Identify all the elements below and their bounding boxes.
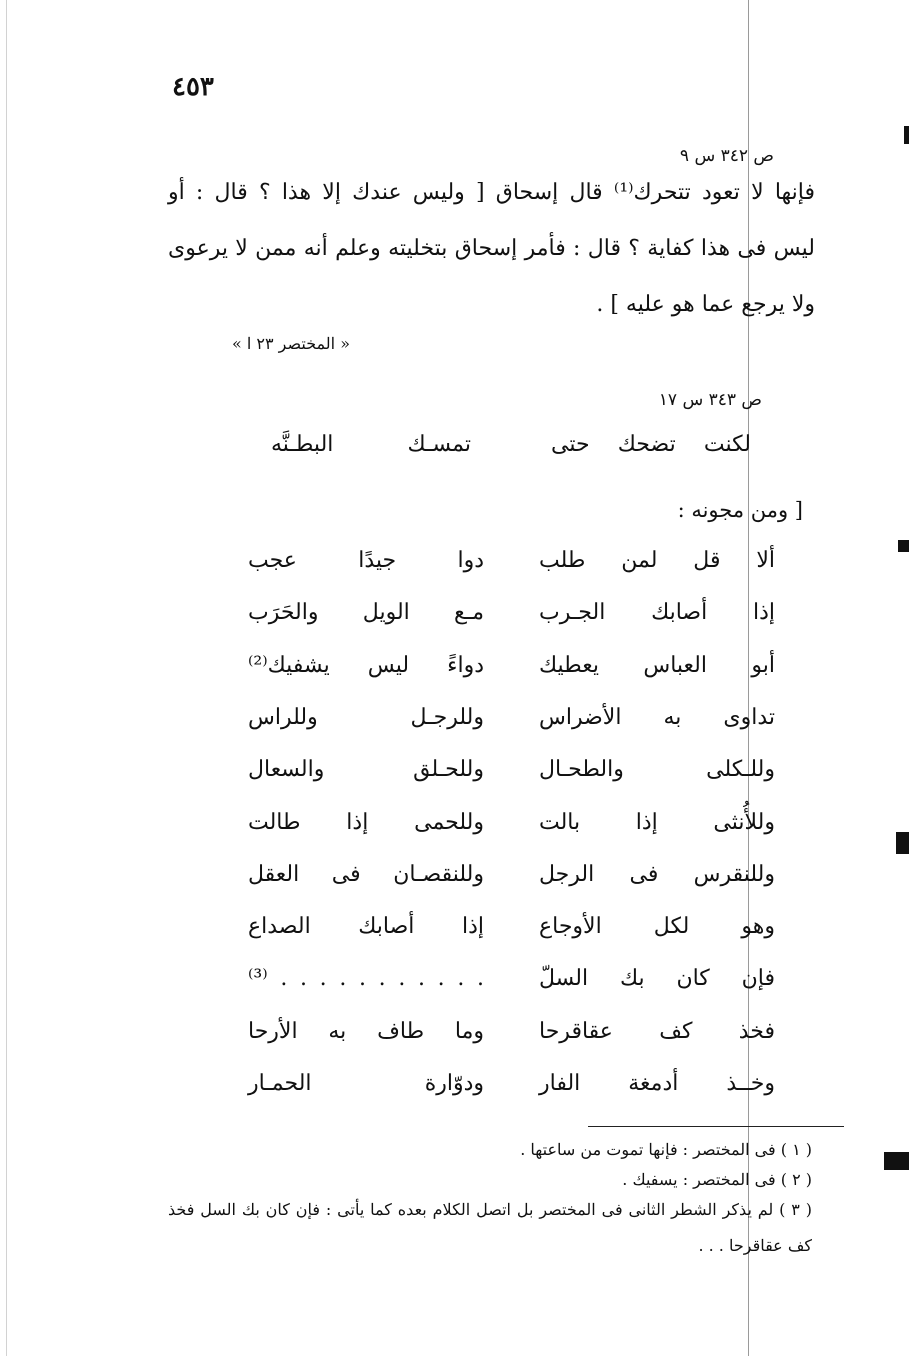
prose-line-2: ليس فى هذا كفاية ؟ قال : فأمر إسحاق بتخليته وعلم أنه ممن لا يرعوى <box>168 236 815 261</box>
single-verse-second-hemistich: تمسـك البطـنَّه <box>271 432 471 457</box>
verse-line <box>248 914 775 954</box>
verse-line <box>248 548 775 588</box>
reference-second: ص ٣٤٣ س ١٧ <box>658 390 762 410</box>
verse-first-hemistich: أبو العباس يعطيك <box>539 653 775 678</box>
footnote-2: ( ٢ ) فى المختصر : يسفيك . <box>622 1170 812 1189</box>
verse-line <box>248 1071 775 1111</box>
footnote-3: ( ٣ ) لم يذكر الشطر الثانى فى المختصر بل اتصل الكلام بعده كما يأتى : فإن كان بك السل فخذ <box>168 1200 813 1219</box>
footnote-3-continuation: كف عقاقرحا . . . <box>698 1236 812 1255</box>
verse-line <box>248 757 775 797</box>
prose-line-3: ولا يرجع عما هو عليه ] . <box>596 292 815 317</box>
verse-second-hemistich: دواءً ليس يشفيك⁽²⁾ <box>248 653 484 678</box>
verse-first-hemistich: وللأُنثى إذا بالت <box>539 810 775 835</box>
scan-edge-mark-3 <box>884 1152 909 1170</box>
poem-intro: [ ومن مجونه : <box>677 498 803 522</box>
verse-second-hemistich: . . . . . . . . . . . ⁽³⁾ <box>248 966 484 991</box>
verse-line <box>248 966 775 1006</box>
verse-line <box>248 1019 775 1059</box>
verse-line <box>248 600 775 640</box>
single-verse-first-hemistich: لكنت تضحك حتى <box>551 432 751 457</box>
scan-edge-mark-1 <box>898 540 909 552</box>
footnote-divider <box>588 1126 844 1127</box>
verse-second-hemistich: ودوّارة الحمـار <box>248 1071 484 1096</box>
single-verse <box>271 432 751 472</box>
page-number: ٤٥٣ <box>172 72 214 102</box>
verse-line <box>248 862 775 902</box>
prose-line-1: فإنها لا تعود تتحرك⁽¹⁾ قال إسحاق [ وليس عندك إلا هذا ؟ قال : أو <box>168 180 816 205</box>
verse-second-hemistich: إذا أصابك الصداع <box>248 914 484 939</box>
verse-second-hemistich: وللرجـل وللراس <box>248 705 484 730</box>
verse-first-hemistich: إذا أصابك الجـرب <box>539 600 775 625</box>
verse-line <box>248 653 775 693</box>
verse-second-hemistich: وللحمى إذا طالت <box>248 810 484 835</box>
footnote-1: ( ١ ) فى المختصر : فإنها تموت من ساعتها . <box>520 1140 812 1159</box>
verse-second-hemistich: دوا جيدًا عجب <box>248 548 484 573</box>
source-note: « المختصر ٢٣ ا » <box>232 334 350 353</box>
verse-first-hemistich: ألا قل لمن طلب <box>539 548 775 573</box>
verse-second-hemistich: وما طاف به الأرحا <box>248 1019 484 1044</box>
verse-first-hemistich: وهو لكل الأوجاع <box>539 914 775 939</box>
verse-first-hemistich: وللنقرس فى الرجل <box>539 862 775 887</box>
verse-first-hemistich: فإن كان بك السلّ <box>539 966 775 991</box>
verse-first-hemistich: فخذ كف عقاقرحا <box>539 1019 775 1044</box>
verse-first-hemistich: وللـكلى والطحـال <box>539 757 775 782</box>
scan-edge-mark-2 <box>896 832 909 854</box>
verse-second-hemistich: وللنقصـان فى العقل <box>248 862 484 887</box>
scan-edge-line <box>6 0 7 1356</box>
reference-first: ص ٣٤٢ س ٩ <box>679 146 774 166</box>
verse-second-hemistich: وللحـلق والسعال <box>248 757 484 782</box>
verse-second-hemistich: مـع الويل والحَرَب <box>248 600 484 625</box>
verse-first-hemistich: وخــذ أدمغة الفار <box>539 1071 775 1096</box>
verse-line <box>248 705 775 745</box>
verse-line <box>248 810 775 850</box>
scan-edge-mark-top <box>904 126 909 144</box>
verse-first-hemistich: تداوى به الأضراس <box>539 705 775 730</box>
